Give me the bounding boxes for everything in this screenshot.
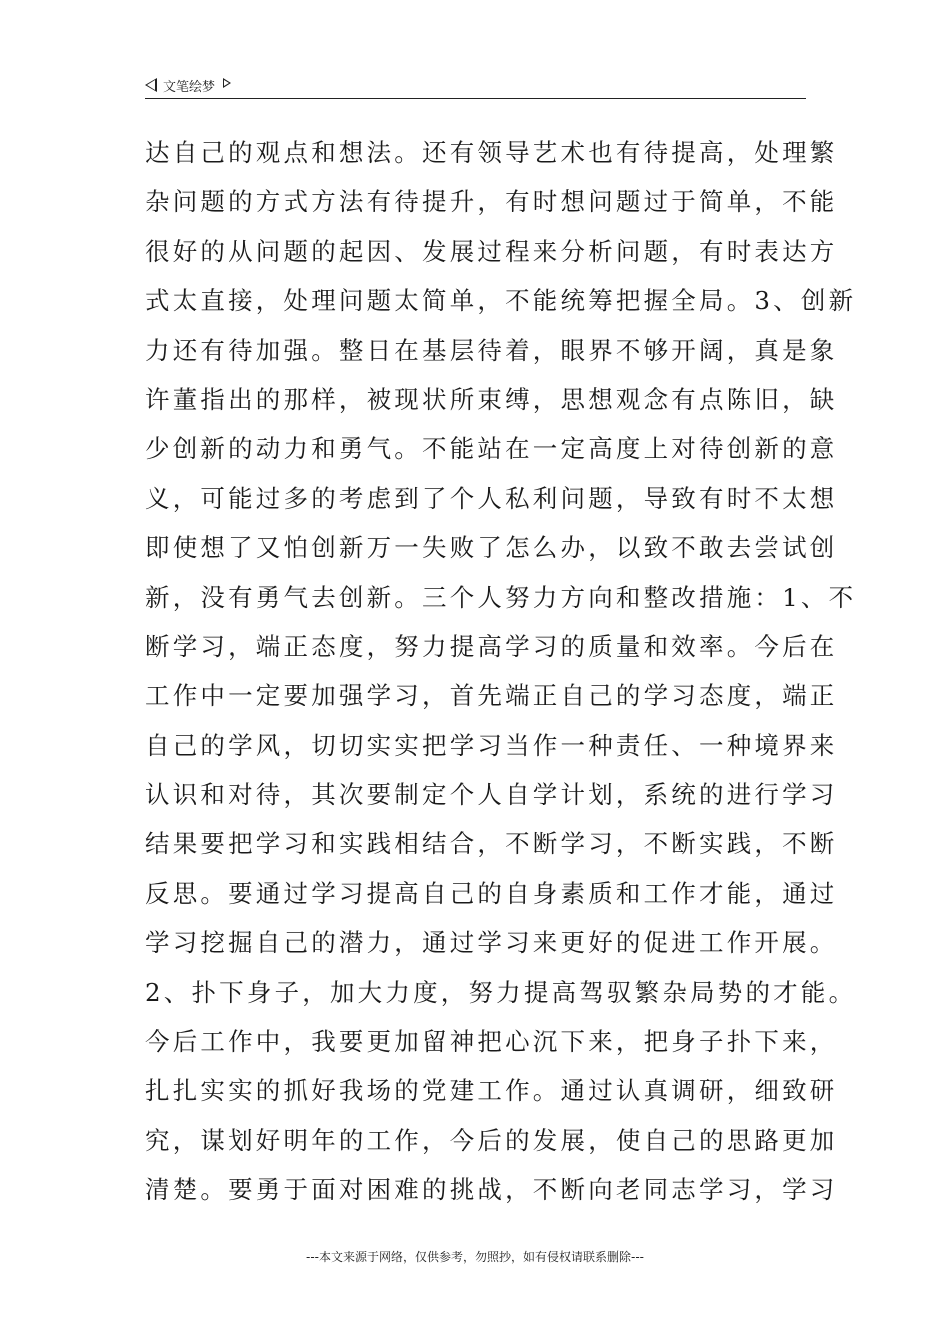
page-header (145, 72, 806, 99)
text-line: 究，谋划好明年的工作，今后的发展，使自己的思路更加 (145, 1125, 838, 1155)
text-line: 杂问题的方式方法有待提升，有时想问题过于简单，不能 (145, 187, 838, 217)
text-line: 扎扎实实的抓好我场的党建工作。通过认真调研，细致研 (145, 1076, 838, 1106)
text-line: 少创新的动力和勇气。不能站在一定高度上对待创新的意 (145, 434, 838, 464)
document-body (145, 128, 857, 1215)
triangle-right-icon (223, 78, 231, 88)
text-line: 今后工作中，我要更加留神把心沉下来，把身子扑下来， (145, 1027, 838, 1057)
triangle-left-icon (145, 78, 157, 92)
text-line: 2、扑下身子，加大力度，努力提高驾驭繁杂局势的才能。 (145, 977, 857, 1007)
text-line: 即使想了又怕创新万一失败了怎么办，以致不敢去尝试创 (145, 533, 838, 563)
text-line: 力还有待加强。整日在基层待着，眼界不够开阔，真是象 (145, 335, 838, 365)
text-line: 认识和对待，其次要制定个人自学计划，系统的进行学习 (145, 780, 838, 810)
text-line: 新，没有勇气去创新。三个人努力方向和整改措施：1、不 (145, 582, 857, 612)
text-line: 清楚。要勇于面对困难的挑战，不断向老同志学习，学习 (145, 1175, 838, 1205)
text-line: 许董指出的那样，被现状所束缚，思想观念有点陈旧，缺 (145, 384, 838, 414)
text-line: 式太直接，处理问题太简单，不能统筹把握全局。3、创新 (145, 286, 857, 316)
text-line: 结果要把学习和实践相结合，不断学习，不断实践，不断 (145, 829, 838, 859)
text-line: 反思。要通过学习提高自己的自身素质和工作才能，通过 (145, 878, 838, 908)
text-line: 很好的从问题的起因、发展过程来分析问题，有时表达方 (145, 236, 838, 266)
text-line: 自己的学风，切切实实把学习当作一种责任、一种境界来 (145, 730, 838, 760)
text-line: 达自己的观点和想法。还有领导艺术也有待提高，处理繁 (145, 138, 838, 167)
text-line: 工作中一定要加强学习，首先端正自己的学习态度，端正 (145, 681, 838, 711)
text-line: 学习挖掘自己的潜力，通过学习来更好的促进工作开展。 (145, 928, 838, 958)
page-footer-disclaimer: ---本文来源于网络，仅供参考，勿照抄，如有侵权请联系删除--- (306, 1250, 644, 1264)
header-title: 文笔绘梦 (163, 79, 216, 95)
text-line: 断学习，端正态度，努力提高学习的质量和效率。今后在 (145, 631, 838, 661)
text-line: 义，可能过多的考虑到了个人私利问题，导致有时不太想 (145, 483, 838, 513)
